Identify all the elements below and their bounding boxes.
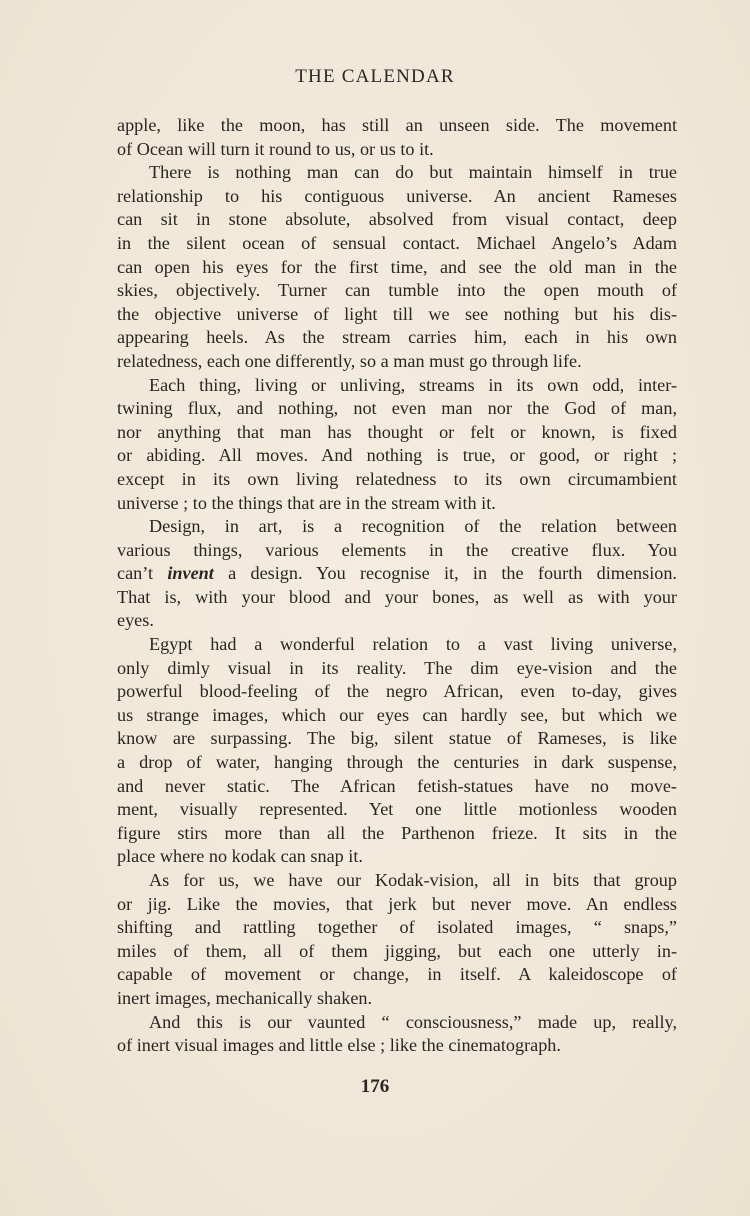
- text-line: except in its own living relatedness to its own circumambient: [117, 468, 677, 489]
- paragraph: [117, 515, 677, 633]
- text-line: There is nothing man can do but maintain himself in true: [149, 162, 677, 183]
- text-line: inert images, mechanically shaken.: [117, 987, 373, 1008]
- text-line: a drop of water, hanging through the centuries in dark suspense,: [117, 752, 677, 773]
- text-line: can open his eyes for the first time, and see the old man in the: [117, 256, 677, 277]
- text-line: universe ; to the things that are in the stream with it.: [117, 492, 496, 513]
- text-line: Each thing, living or unliving, streams in its own odd, inter-: [149, 374, 677, 395]
- text-line: only dimly visual in its reality. The dim eye-vision and the: [117, 657, 677, 678]
- text-line: powerful blood-feeling of the negro African, even to-day, gives: [117, 681, 677, 702]
- text-line: apple, like the moon, has still an unseen side. The movement: [117, 115, 677, 135]
- text-line: twining flux, and nothing, not even man nor the God of man,: [117, 398, 677, 419]
- paragraph: [117, 114, 677, 161]
- text-line: relationship to his contiguous universe. An ancient Rameses: [117, 185, 677, 206]
- emphasis: invent: [167, 563, 214, 584]
- text-line: us strange images, which our eyes can hardly see, but which we: [117, 704, 677, 725]
- text-line: And this is our vaunted “ consciousness,” made up, really,: [149, 1011, 677, 1032]
- text-line: of Ocean will turn it round to us, or us to it.: [117, 138, 434, 159]
- running-head: THE CALENDAR: [295, 66, 455, 87]
- paragraph: [117, 869, 677, 1011]
- text-line: skies, objectively. Turner can tumble into the open mouth of: [117, 280, 677, 301]
- text-line: in the silent ocean of sensual contact. Michael Angelo’s Adam: [117, 232, 677, 253]
- text-line: and never static. The African fetish-statues have no move-: [117, 775, 677, 796]
- text-line: can’t invent a design. You recognise it, in the fourth dimension.: [117, 563, 677, 584]
- paragraph: [117, 161, 677, 373]
- text-line: figure stirs more than all the Parthenon frieze. It sits in the: [117, 822, 677, 843]
- text-line: shifting and rattling together of isolated images, “ snaps,”: [117, 917, 677, 938]
- text-line: of inert visual images and little else ; like the cinematograph.: [117, 1035, 561, 1056]
- text-line: various things, various elements in the creative flux. You: [117, 539, 677, 560]
- text-line: miles of them, all of them jigging, but each one utterly in-: [117, 940, 677, 961]
- text-line: Egypt had a wonderful relation to a vast living universe,: [149, 634, 677, 655]
- text-line: nor anything that man has thought or felt or known, is fixed: [117, 421, 677, 442]
- text-line: know are surpassing. The big, silent statue of Rameses, is like: [117, 728, 677, 749]
- text-line: can sit in stone absolute, absolved from visual contact, deep: [117, 209, 677, 230]
- body-text: [117, 114, 677, 1058]
- page-number: 176: [360, 1076, 390, 1097]
- text-line: As for us, we have our Kodak-vision, all in bits that group: [149, 870, 677, 890]
- text-line: That is, with your blood and your bones, as well as with your: [117, 586, 677, 607]
- text-line: or jig. Like the movies, that jerk but never move. An endless: [117, 893, 677, 914]
- text-line: Design, in art, is a recognition of the relation between: [149, 516, 677, 537]
- text-line: or abiding. All moves. And nothing is true, or good, or right ;: [117, 445, 677, 466]
- text-line: eyes.: [117, 610, 154, 631]
- text-line: capable of movement or change, in itself. A kaleidoscope of: [117, 964, 677, 985]
- paragraph: [117, 633, 677, 869]
- text-line: place where no kodak can snap it.: [117, 846, 363, 867]
- text-line: relatedness, each one differently, so a man must go through life.: [117, 350, 582, 371]
- text-line: the objective universe of light till we see nothing but his dis-: [117, 303, 677, 324]
- text-line: appearing heels. As the stream carries him, each in his own: [117, 327, 677, 348]
- paragraph: [117, 374, 677, 516]
- paragraph: [117, 1011, 677, 1058]
- text-line: ment, visually represented. Yet one little motionless wooden: [117, 799, 677, 820]
